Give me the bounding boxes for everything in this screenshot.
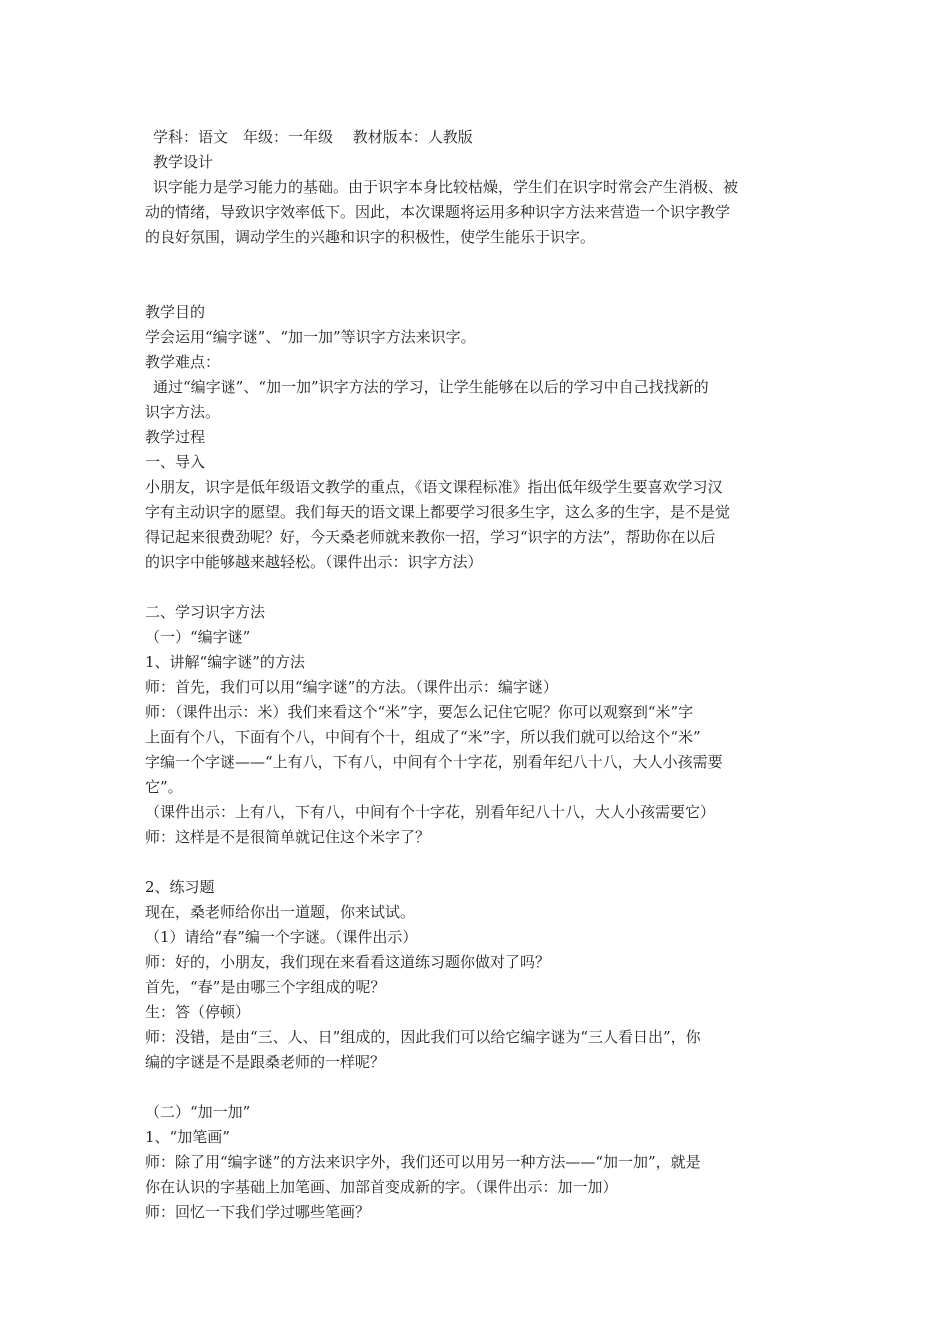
goals-heading: 教学目的 — [145, 303, 206, 321]
exercise-line: 生：答（停顿） — [145, 1003, 251, 1021]
riddle-line: 师：（课件出示：米）我们来看这个“米”字，要怎么记住它呢？你可以观察到“米”字 — [145, 703, 694, 721]
riddle-line: 字编一个字谜——“上有八，下有八，中间有个十字花，别看年纪八十八，大人小孩需要 — [145, 753, 723, 771]
document-page — [145, 125, 810, 1225]
add-line: 你在认识的字基础上加笔画、加部首变成新的字。（课件出示：加一加） — [145, 1178, 618, 1196]
exercise-line: 师：没错，是由“三、人、日”组成的，因此我们可以给它编字谜为“三人看日出”，你 — [145, 1028, 701, 1046]
exercise-line: 编的字谜是不是跟桑老师的一样呢？ — [145, 1053, 386, 1071]
riddle-line: （课件出示：上有八，下有八，中间有个十字花，别看年纪八十八，大人小孩需要它） — [145, 803, 716, 821]
riddle-line: 师：这样是不是很简单就记住这个米字了？ — [145, 828, 431, 846]
spacer — [145, 1075, 810, 1100]
intro-section-line: 得记起来很费劲呢？好，今天桑老师就来教你一招，学习“识字的方法”，帮助你在以后 — [145, 528, 716, 546]
difficulty-heading: 教学难点： — [145, 353, 221, 371]
exercise-heading: 2、练习题 — [145, 878, 215, 896]
section-intro-heading: 一、导入 — [145, 453, 206, 471]
intro-section-line: 小朋友，识字是低年级语文教学的重点，《语文课程标准》指出低年级学生要喜欢学习汉 — [145, 478, 723, 496]
riddle-step-heading: 1、讲解“编字谜”的方法 — [145, 653, 305, 671]
intro-paragraph-line: 动的情绪，导致识字效率低下。因此，本次课题将运用多种识字方法来营造一个识字教学 — [145, 203, 731, 221]
spacer — [145, 250, 810, 300]
exercise-line: 师：好的，小朋友，我们现在来看看这道练习题你做对了吗？ — [145, 953, 551, 971]
add-line: 师：回忆一下我们学过哪些笔画？ — [145, 1203, 371, 1221]
subsection-riddle-heading: （一）“编字谜” — [145, 628, 251, 646]
exercise-line: 首先，“春”是由哪三个字组成的呢？ — [145, 978, 386, 996]
subject-meta-line: 学科：语文 年级：一年级 教材版本：人教版 — [153, 128, 473, 146]
design-title: 教学设计 — [153, 153, 214, 171]
subsection-add-heading: （二）“加一加” — [145, 1103, 251, 1121]
riddle-line: 师：首先，我们可以用“编字谜”的方法。（课件出示：编字谜） — [145, 678, 558, 696]
goals-text: 学会运用“编字谜”、“加一加”等识字方法来识字。 — [145, 328, 476, 346]
intro-section-line: 字有主动识字的愿望。我们每天的语文课上都要学习很多生字，这么多的生字，是不是觉 — [145, 503, 731, 521]
riddle-line: 它”。 — [145, 778, 183, 796]
difficulty-line: 识字方法。 — [145, 403, 221, 421]
exercise-line: 现在，桑老师给你出一道题，你来试试。 — [145, 903, 416, 921]
spacer — [145, 575, 810, 600]
intro-section-line: 的识字中能够越来越轻松。（课件出示：识字方法） — [145, 553, 483, 571]
section-methods-heading: 二、学习识字方法 — [145, 603, 266, 621]
add-step-heading: 1、“加笔画” — [145, 1128, 230, 1146]
difficulty-line: 通过“编字谜”、“加一加”识字方法的学习，让学生能够在以后的学习中自己找找新的 — [153, 378, 709, 396]
spacer — [145, 850, 810, 875]
exercise-line: （1）请给“春”编一个字谜。（课件出示） — [145, 928, 418, 946]
riddle-line: 上面有个八，下面有个八，中间有个十，组成了“米”字，所以我们就可以给这个“米” — [145, 728, 701, 746]
intro-paragraph-line: 识字能力是学习能力的基础。由于识字本身比较枯燥，学生们在识字时常会产生消极、被 — [153, 178, 739, 196]
intro-paragraph-line: 的良好氛围，调动学生的兴趣和识字的积极性，使学生能乐于识字。 — [145, 228, 596, 246]
add-line: 师：除了用“编字谜”的方法来识字外，我们还可以用另一种方法——“加一加”，就是 — [145, 1153, 701, 1171]
process-heading: 教学过程 — [145, 428, 206, 446]
